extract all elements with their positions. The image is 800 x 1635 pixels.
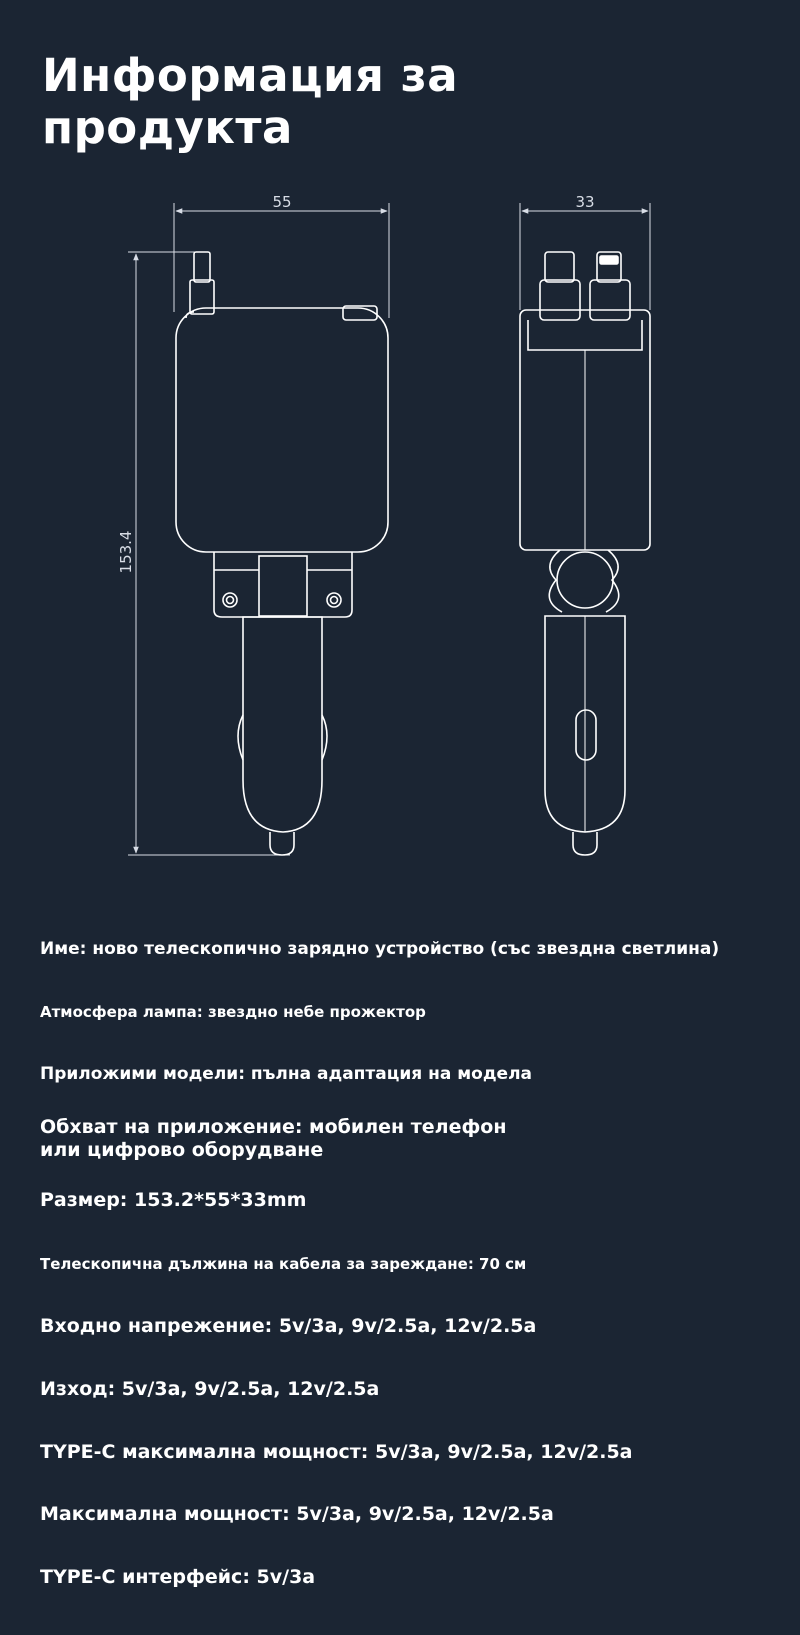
spec-compatible-models: Приложими модели: пълна адаптация на модела (40, 1064, 532, 1084)
spec-output: Изход: 5v/3a, 9v/2.5a, 12v/2.5a (40, 1378, 380, 1400)
charger-body (176, 308, 388, 552)
side-view (520, 193, 650, 855)
width-dimension-line (174, 203, 389, 318)
cable-plug (194, 252, 210, 282)
spec-type-c-interface: TYPE-C интерфейс: 5v/3a (40, 1566, 316, 1588)
height-dimension-line (128, 252, 290, 855)
spec-type-c-max-power: TYPE-C максимална мощност: 5v/3a, 9v/2.5a, 12v/2.5a (40, 1441, 633, 1463)
front-view (117, 193, 389, 855)
spec-max-power: Максимална мощност: 5v/3a, 9v/2.5a, 12v/2.5a (40, 1503, 554, 1525)
spec-cable-length: Телескопична дължина на кабела за зареждане: 70 см (40, 1255, 527, 1273)
width-label: 55 (272, 193, 292, 211)
spec-atmosphere-lamp: Атмосфера лампа: звездно небе прожектор (40, 1003, 426, 1021)
height-label: 153.4 (117, 530, 135, 574)
depth-label: 33 (575, 193, 595, 211)
product-dimension-diagram (0, 180, 800, 860)
spec-input-voltage: Входно напрежение: 5v/3a, 9v/2.5a, 12v/2.5a (40, 1315, 537, 1337)
usb-c-connector (545, 252, 574, 282)
spec-name: Име: ново телескопично зарядно устройство (със звездна светлина) (40, 939, 720, 959)
page-title: Информация за продукта (42, 49, 459, 154)
lighter-plug (243, 617, 322, 832)
spec-application-range: Обхват на приложение: мобилен телефон или цифрово оборудване (40, 1116, 507, 1161)
spec-size: Размер: 153.2*55*33mm (40, 1189, 307, 1211)
